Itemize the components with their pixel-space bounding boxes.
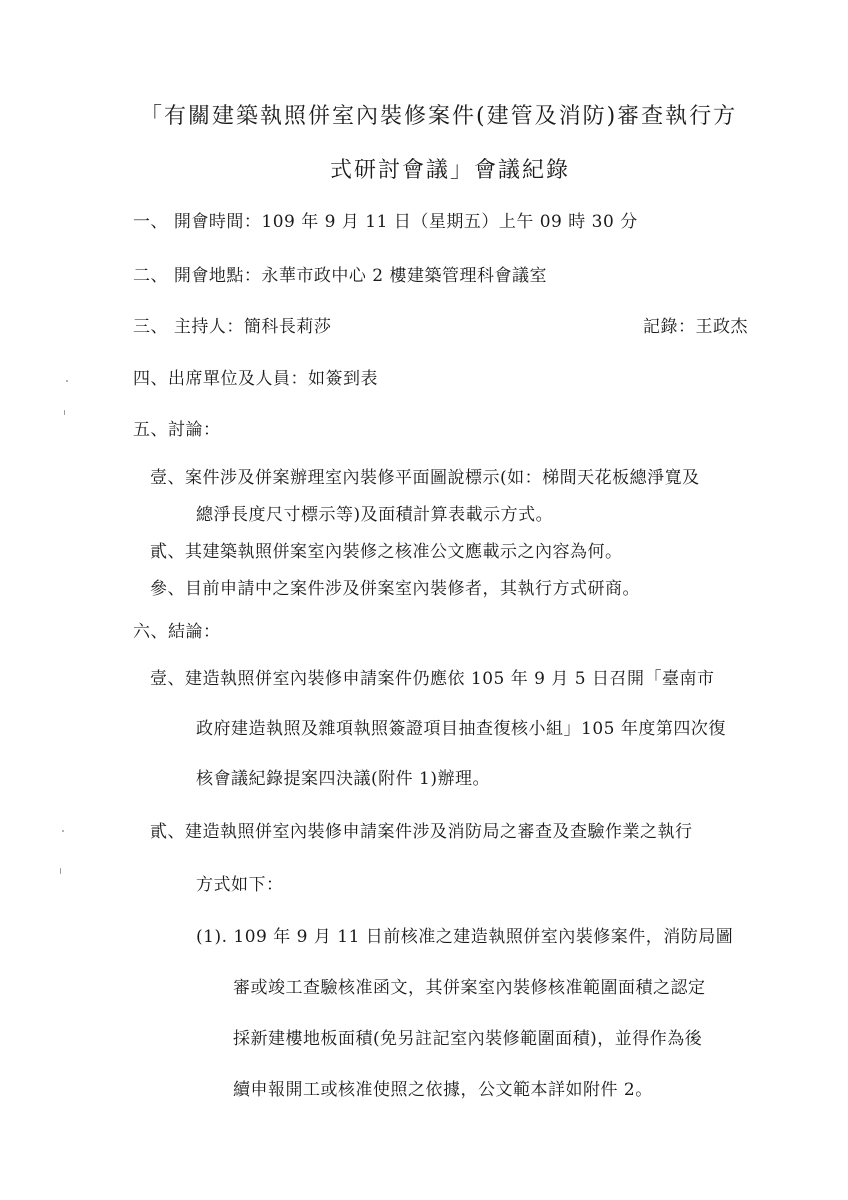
scan-speck — [64, 410, 65, 415]
conclusion-item-1-line-2: 政府建造執照及雜項執照簽證項目抽查復核小組」105 年度第四次復 — [196, 719, 726, 739]
discussion-heading: 五、討論： — [133, 420, 221, 440]
conclusion-item-2-line-2: 方式如下： — [196, 875, 284, 895]
procedure-1-line-1: (1). 109 年 9 月 11 日前核准之建造執照併室內裝修案件，消防局圖 — [196, 927, 734, 947]
procedure-1-line-2: 審或竣工查驗核准函文，其併案室內裝修核准範圍面積之認定 — [233, 978, 706, 998]
meeting-chair: 三、 主持人：簡科長莉莎 — [133, 317, 332, 337]
conclusion-heading: 六、結論： — [133, 622, 221, 642]
conclusion-item-2-line-1: 貳、建造執照併室內裝修申請案件涉及消防局之審查及查驗作業之執行 — [150, 822, 693, 842]
discussion-item-3: 參、目前申請中之案件涉及併案室內裝修者，其執行方式研商。 — [150, 579, 640, 599]
scan-speck — [66, 380, 68, 382]
meeting-attendees: 四、出席單位及人員：如簽到表 — [133, 369, 378, 389]
scan-speck — [60, 868, 61, 874]
discussion-item-1-line-2: 總淨長度尺寸標示等)及面積計算表載示方式。 — [196, 505, 554, 525]
document-title-line-2: 式研討會議」會議紀錄 — [330, 158, 571, 183]
discussion-item-2: 貳、其建築執照併案室內裝修之核准公文應載示之內容為何。 — [150, 542, 623, 562]
discussion-item-1-line-1: 壹、案件涉及併案辦理室內裝修平面圖說標示(如：梯間天花板總淨寬及 — [150, 468, 700, 488]
document-title-line-1: 「有關建築執照併室內裝修案件(建管及消防)審查執行方 — [140, 104, 738, 129]
scan-speck — [62, 830, 64, 832]
meeting-place: 二、 開會地點：永華市政中心 2 樓建築管理科會議室 — [133, 266, 548, 286]
conclusion-item-1-line-3: 核會議紀錄提案四決議(附件 1)辦理。 — [196, 769, 490, 789]
meeting-recorder: 記錄：王政杰 — [643, 317, 748, 337]
procedure-1-line-4: 續申報開工或核准使照之依據，公文範本詳如附件 2。 — [233, 1080, 653, 1100]
procedure-1-line-3: 採新建樓地板面積(免另註記室內裝修範圍面積)，並得作為後 — [233, 1029, 703, 1049]
meeting-time: 一、 開會時間：109 年 9 月 11 日（星期五）上午 09 時 30 分 — [133, 212, 638, 232]
conclusion-item-1-line-1: 壹、建造執照併室內裝修申請案件仍應依 105 年 9 月 5 日召開「臺南市 — [150, 669, 715, 689]
